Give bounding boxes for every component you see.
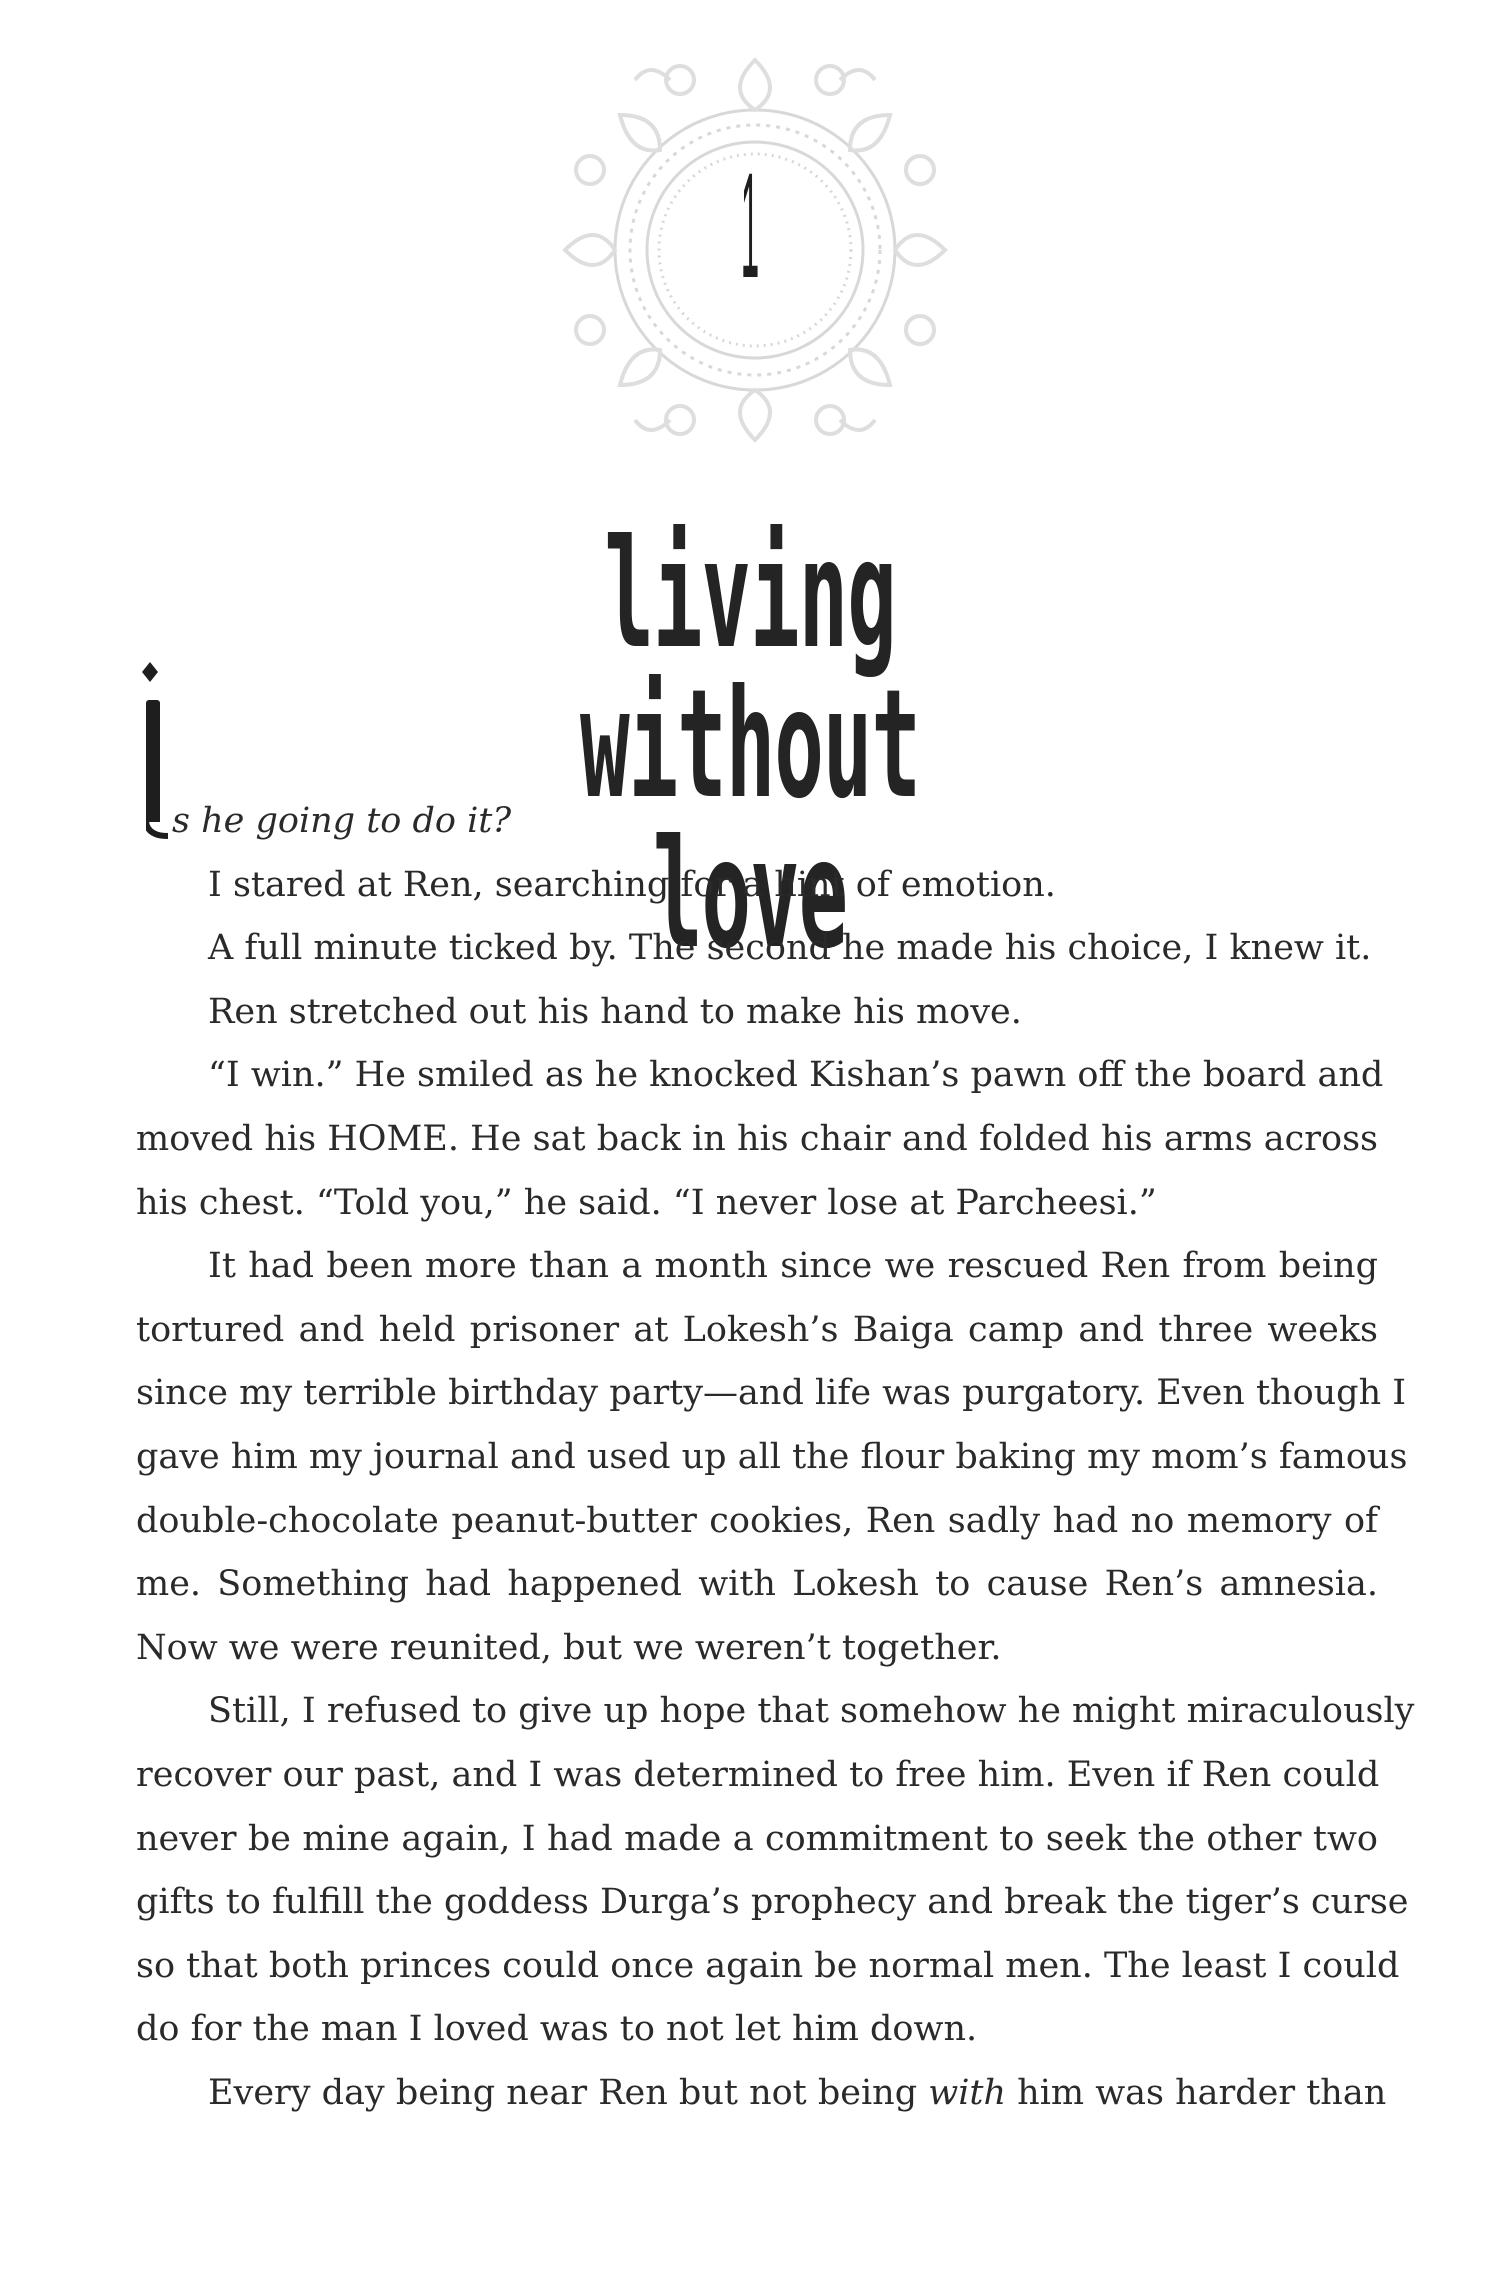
diamond-ornament-icon <box>138 660 162 684</box>
paragraph-line: Now we were reunited, but we weren’t together. <box>136 1627 1002 1668</box>
paragraph-7-start: Every day being near Ren but not being <box>208 2072 929 2113</box>
chapter-title: living without love <box>580 508 920 982</box>
paragraph-2: A full minute ticked by. The second he made his choice, I knew it. <box>208 928 1372 969</box>
paragraph-line: Still, I refused to give up hope that somehow he might miraculously <box>208 1691 1415 1732</box>
paragraph-1: I stared at Ren, searching for a hint of emotion. <box>208 864 1056 905</box>
paragraph-line: never be mine again, I had made a commitment to seek the other two <box>136 1818 1378 1859</box>
paragraph-line: tortured and held prisoner at Lokesh’s Baiga camp and three weeks <box>136 1309 1378 1350</box>
paragraph-line: do for the man I loved was to not let him down. <box>136 2009 978 2050</box>
paragraph-line: since my terrible birthday party—and life was purgatory. Even though I <box>136 1373 1407 1414</box>
paragraph-line: double-chocolate peanut-butter cookies, Ren sadly had no memory of <box>136 1500 1378 1541</box>
paragraph-line: me. Something had happened with Lokesh to cause Ren’s amnesia. <box>136 1564 1378 1605</box>
chapter-number: 1 <box>740 141 760 309</box>
paragraph-line: gifts to fulfill the goddess Durga’s prophecy and break the tiger’s curse <box>136 1882 1409 1923</box>
paragraph-line: It had been more than a month since we rescued Ren from being <box>208 1246 1378 1287</box>
paragraph-line: his chest. “Told you,” he said. “I never lose at Parcheesi.” <box>136 1182 1157 1223</box>
paragraph-7 <box>136 2062 1387 2126</box>
paragraph-line: recover our past, and I was determined to free him. Even if Ren could <box>136 1754 1380 1795</box>
paragraph-line: “I win.” He smiled as he knocked Kishan’s pawn off the board and <box>208 1055 1384 1096</box>
paragraph-line: gave him my journal and used up all the flour baking my mom’s famous <box>136 1436 1408 1477</box>
paragraph-7-end: him was harder than <box>1006 2072 1387 2113</box>
paragraph-5 <box>136 1235 1408 1680</box>
paragraph-6 <box>136 1680 1415 2062</box>
opening-line: s he going to do it? <box>172 801 512 841</box>
emphasis-word: with <box>928 2072 1007 2113</box>
paragraph-line: moved his HOME. He sat back in his chair and folded his arms across <box>136 1118 1378 1159</box>
paragraph-line: so that both princes could once again be normal men. The least I could <box>136 1945 1400 1986</box>
paragraph-4 <box>136 1044 1384 1235</box>
paragraph-3: Ren stretched out his hand to make his move. <box>208 991 1022 1032</box>
chapter-body <box>136 790 1415 2125</box>
